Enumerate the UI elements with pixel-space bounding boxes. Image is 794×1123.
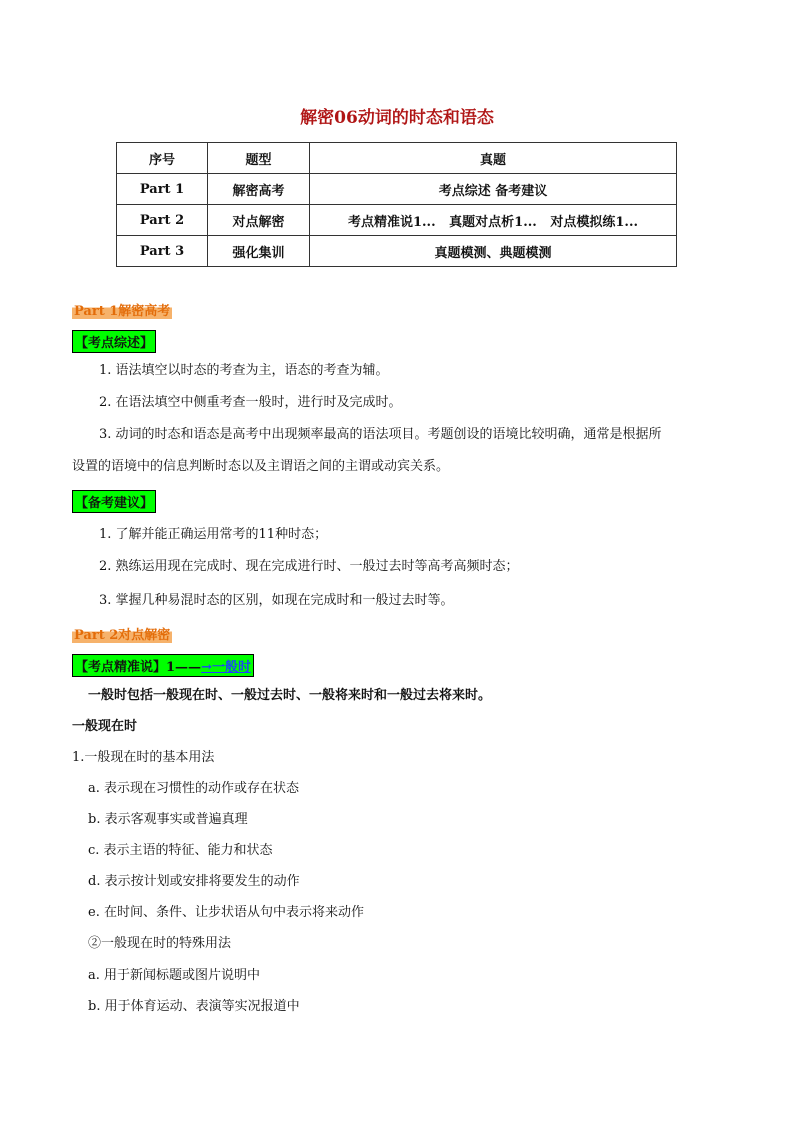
advice-item: 1. 了解并能正确运用常考的11种时态； [99, 527, 328, 542]
table-header: 真题 [310, 143, 677, 174]
overview-item: 设置的语境中的信息判断时态以及主谓语之间的主谓或动宾关系。 [72, 459, 450, 474]
section-tag-prefix: 【考点精准说】1—— [75, 660, 202, 675]
overview-item: 1. 语法填空以时态的考查为主，语态的考查为辅。 [99, 363, 389, 378]
overview-item: 2. 在语法填空中侧重考查一般时，进行时及完成时。 [99, 395, 402, 410]
table-cell: 真题模测、典题模测 [310, 236, 677, 267]
usage-item: b. 表示客观事实或普遍真理 [88, 812, 248, 827]
table-header-row [117, 143, 677, 174]
table-cell: 考点精准说1... 真题对点析1... 对点模拟练1... [310, 205, 677, 236]
special-item: a. 用于新闻标题或图片说明中 [88, 968, 261, 983]
advice-item: 2. 熟练运用现在完成时、现在完成进行时、一般过去时等高考高频时态； [99, 559, 519, 574]
usage-item: e. 在时间、条件、让步状语从句中表示将来动作 [88, 905, 364, 920]
special-item: b. 用于体育运动、表演等实况报道中 [88, 999, 300, 1014]
table-cell: Part 3 [117, 236, 208, 267]
advice-item: 3. 掌握几种易混时态的区别，如现在完成时和一般过去时等。 [99, 593, 454, 608]
advice-tag: 【备考建议】 [72, 490, 156, 513]
section-tag [72, 654, 254, 677]
part1-heading: Part 1解密高考 [72, 300, 172, 319]
table-row [117, 174, 677, 205]
subheading: 一般现在时 [72, 719, 138, 734]
usage-item: a. 表示现在习惯性的动作或存在状态 [88, 781, 300, 796]
part2-heading: Part 2对点解密 [72, 624, 172, 643]
table-header: 序号 [117, 143, 208, 174]
usage-heading: 1.一般现在时的基本用法 [72, 750, 215, 765]
usage-item: c. 表示主语的特征、能力和状态 [88, 843, 273, 858]
table-row [117, 205, 677, 236]
table-cell: 考点综述 备考建议 [310, 174, 677, 205]
table-cell: Part 1 [117, 174, 208, 205]
contents-table [116, 142, 677, 267]
intro-text: 一般时包括一般现在时、一般过去时、一般将来时和一般过去将来时。 [88, 688, 492, 703]
table-cell: 强化集训 [208, 236, 310, 267]
document-title: 解密06动词的时态和语态 [300, 108, 494, 128]
table-row [117, 236, 677, 267]
table-header: 题型 [208, 143, 310, 174]
overview-tag: 【考点综述】 [72, 330, 156, 353]
usage-item: d. 表示按计划或安排将要发生的动作 [88, 874, 300, 889]
section-tag-link[interactable]: →一般时 [201, 660, 251, 675]
table-cell: 解密高考 [208, 174, 310, 205]
table-cell: Part 2 [117, 205, 208, 236]
special-heading: ②一般现在时的特殊用法 [88, 936, 232, 951]
table-cell: 对点解密 [208, 205, 310, 236]
overview-item: 3. 动词的时态和语态是高考中出现频率最高的语法项目。考题创设的语境比较明确，通常是根据所 [99, 427, 662, 442]
